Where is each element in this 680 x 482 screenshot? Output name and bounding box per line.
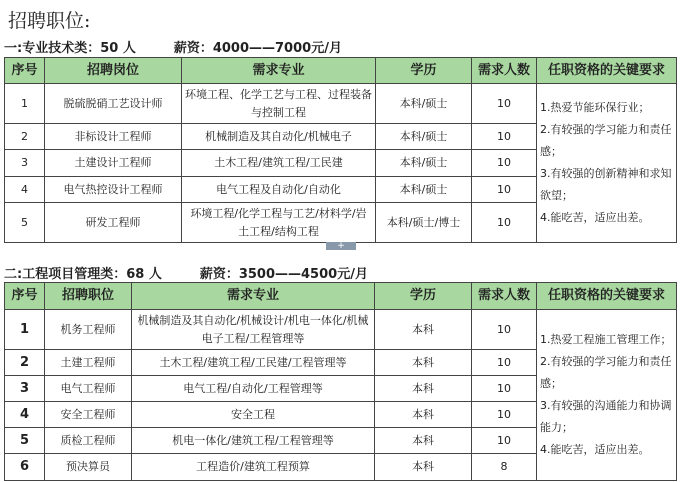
table-cell: 本科/硕士 bbox=[376, 150, 472, 177]
table-cell: 3 bbox=[5, 376, 45, 402]
table-cell: 电气工程/自动化/工程管理等 bbox=[132, 376, 375, 402]
table-cell: 10 bbox=[472, 124, 537, 150]
requirement-item: 2.有较强的学习能力和责任感； bbox=[540, 355, 672, 390]
table-cell: 电气工程师 bbox=[45, 376, 132, 402]
column-header: 需求专业 bbox=[182, 58, 376, 84]
table-cell: 5 bbox=[5, 203, 45, 243]
table-cell: 2 bbox=[5, 350, 45, 376]
table-cell: 机械制造及其自动化/机械设计/机电一体化/机械电子工程/工程管理等 bbox=[132, 310, 375, 350]
table-cell: 10 bbox=[472, 150, 537, 177]
table-cell: 环境工程/化学工程与工艺/材料学/岩土工程/结构工程 bbox=[182, 203, 376, 243]
table-cell: 10 bbox=[472, 84, 537, 124]
requirement-item: 1.热爱节能环保行业； bbox=[540, 101, 650, 114]
salary: 薪资：3500——4500元/月 bbox=[199, 267, 368, 282]
page-title: 招聘职位: bbox=[8, 10, 91, 32]
table-cell: 本科/硕士 bbox=[376, 177, 472, 203]
column-header: 序号 bbox=[5, 283, 45, 310]
table-cell: 预决算员 bbox=[45, 454, 132, 481]
table-cell: 10 bbox=[472, 376, 537, 402]
column-header: 学历 bbox=[376, 58, 472, 84]
section-heading: 一:专业技术类：50 人 bbox=[4, 41, 136, 56]
section-2-heading bbox=[4, 263, 406, 282]
section-1-heading bbox=[4, 37, 380, 56]
column-header: 招聘岗位 bbox=[45, 58, 182, 84]
table-cell: 本科/硕士 bbox=[376, 84, 472, 124]
table-cell: 2 bbox=[5, 124, 45, 150]
column-header: 需求人数 bbox=[472, 58, 537, 84]
table-cell: 10 bbox=[472, 203, 537, 243]
table-cell: 质检工程师 bbox=[45, 428, 132, 454]
header-row bbox=[5, 283, 677, 310]
table-cell: 本科/硕士 bbox=[376, 124, 472, 150]
table-cell: 10 bbox=[472, 428, 537, 454]
table-cell: 10 bbox=[472, 402, 537, 428]
table-cell: 本科 bbox=[375, 454, 472, 481]
requirement-item: 3.有较强的沟通能力和协调能力； bbox=[540, 399, 672, 434]
table-cell: 1 bbox=[5, 84, 45, 124]
table-cell: 机械制造及其自动化/机械电子 bbox=[182, 124, 376, 150]
section-heading: 二:工程项目管理类：68 人 bbox=[4, 267, 162, 282]
table-cell: 10 bbox=[472, 177, 537, 203]
requirement-item: 4.能吃苦，适应出差。 bbox=[540, 443, 650, 456]
table-cell: 3 bbox=[5, 150, 45, 177]
table-cell: 4 bbox=[5, 402, 45, 428]
table-cell: 机务工程师 bbox=[45, 310, 132, 350]
table-cell: 本科 bbox=[375, 376, 472, 402]
table-cell: 10 bbox=[472, 310, 537, 350]
column-header: 序号 bbox=[5, 58, 45, 84]
requirement-item: 1.热爱工程施工管理工作； bbox=[540, 333, 672, 346]
requirement-item: 3.有较强的创新精神和求知欲望； bbox=[540, 167, 672, 202]
requirement-item: 2.有较强的学习能力和责任感； bbox=[540, 123, 672, 158]
column-header: 学历 bbox=[375, 283, 472, 310]
table-cell: 非标设计工程师 bbox=[45, 124, 182, 150]
salary: 薪资：4000——7000元/月 bbox=[173, 41, 342, 56]
recruit-table-2 bbox=[4, 282, 677, 481]
table-cell: 本科/硕士/博士 bbox=[376, 203, 472, 243]
table-cell: 环境工程、化学工艺与工程、过程装备与控制工程 bbox=[182, 84, 376, 124]
table-cell: 8 bbox=[472, 454, 537, 481]
recruit-table-1 bbox=[4, 57, 677, 243]
requirement-item: 4.能吃苦，适应出差。 bbox=[540, 211, 650, 224]
table-cell: 本科 bbox=[375, 310, 472, 350]
table-cell: 本科 bbox=[375, 428, 472, 454]
requirements-cell bbox=[537, 310, 677, 481]
table-cell: 研发工程师 bbox=[45, 203, 182, 243]
table-cell: 安全工程师 bbox=[45, 402, 132, 428]
requirements-cell bbox=[537, 84, 677, 243]
table-cell: 4 bbox=[5, 177, 45, 203]
column-header: 招聘职位 bbox=[45, 283, 132, 310]
table-cell: 本科 bbox=[375, 402, 472, 428]
table-cell: 电气热控设计工程师 bbox=[45, 177, 182, 203]
table-cell: 脱硫脱硝工艺设计师 bbox=[45, 84, 182, 124]
table-cell: 6 bbox=[5, 454, 45, 481]
column-header: 任职资格的关键要求 bbox=[537, 58, 677, 84]
table-row bbox=[5, 310, 677, 350]
table-cell: 土建设计工程师 bbox=[45, 150, 182, 177]
table-cell: 工程造价/建筑工程预算 bbox=[132, 454, 375, 481]
table-cell: 土木工程/建筑工程/工民建 bbox=[182, 150, 376, 177]
table-cell: 土木工程/建筑工程/工民建/工程管理等 bbox=[132, 350, 375, 376]
header-row bbox=[5, 58, 677, 84]
table-cell: 土建工程师 bbox=[45, 350, 132, 376]
table-cell: 电气工程及自动化/自动化 bbox=[182, 177, 376, 203]
table-cell: 10 bbox=[472, 350, 537, 376]
table-cell: 本科 bbox=[375, 350, 472, 376]
table-row bbox=[5, 84, 677, 124]
table-cell: 机电一体化/建筑工程/工程管理等 bbox=[132, 428, 375, 454]
expand-button[interactable]: + bbox=[326, 242, 356, 250]
table-cell: 1 bbox=[5, 310, 45, 350]
table-cell: 安全工程 bbox=[132, 402, 375, 428]
column-header: 需求人数 bbox=[472, 283, 537, 310]
column-header: 任职资格的关键要求 bbox=[537, 283, 677, 310]
column-header: 需求专业 bbox=[132, 283, 375, 310]
table-cell: 5 bbox=[5, 428, 45, 454]
